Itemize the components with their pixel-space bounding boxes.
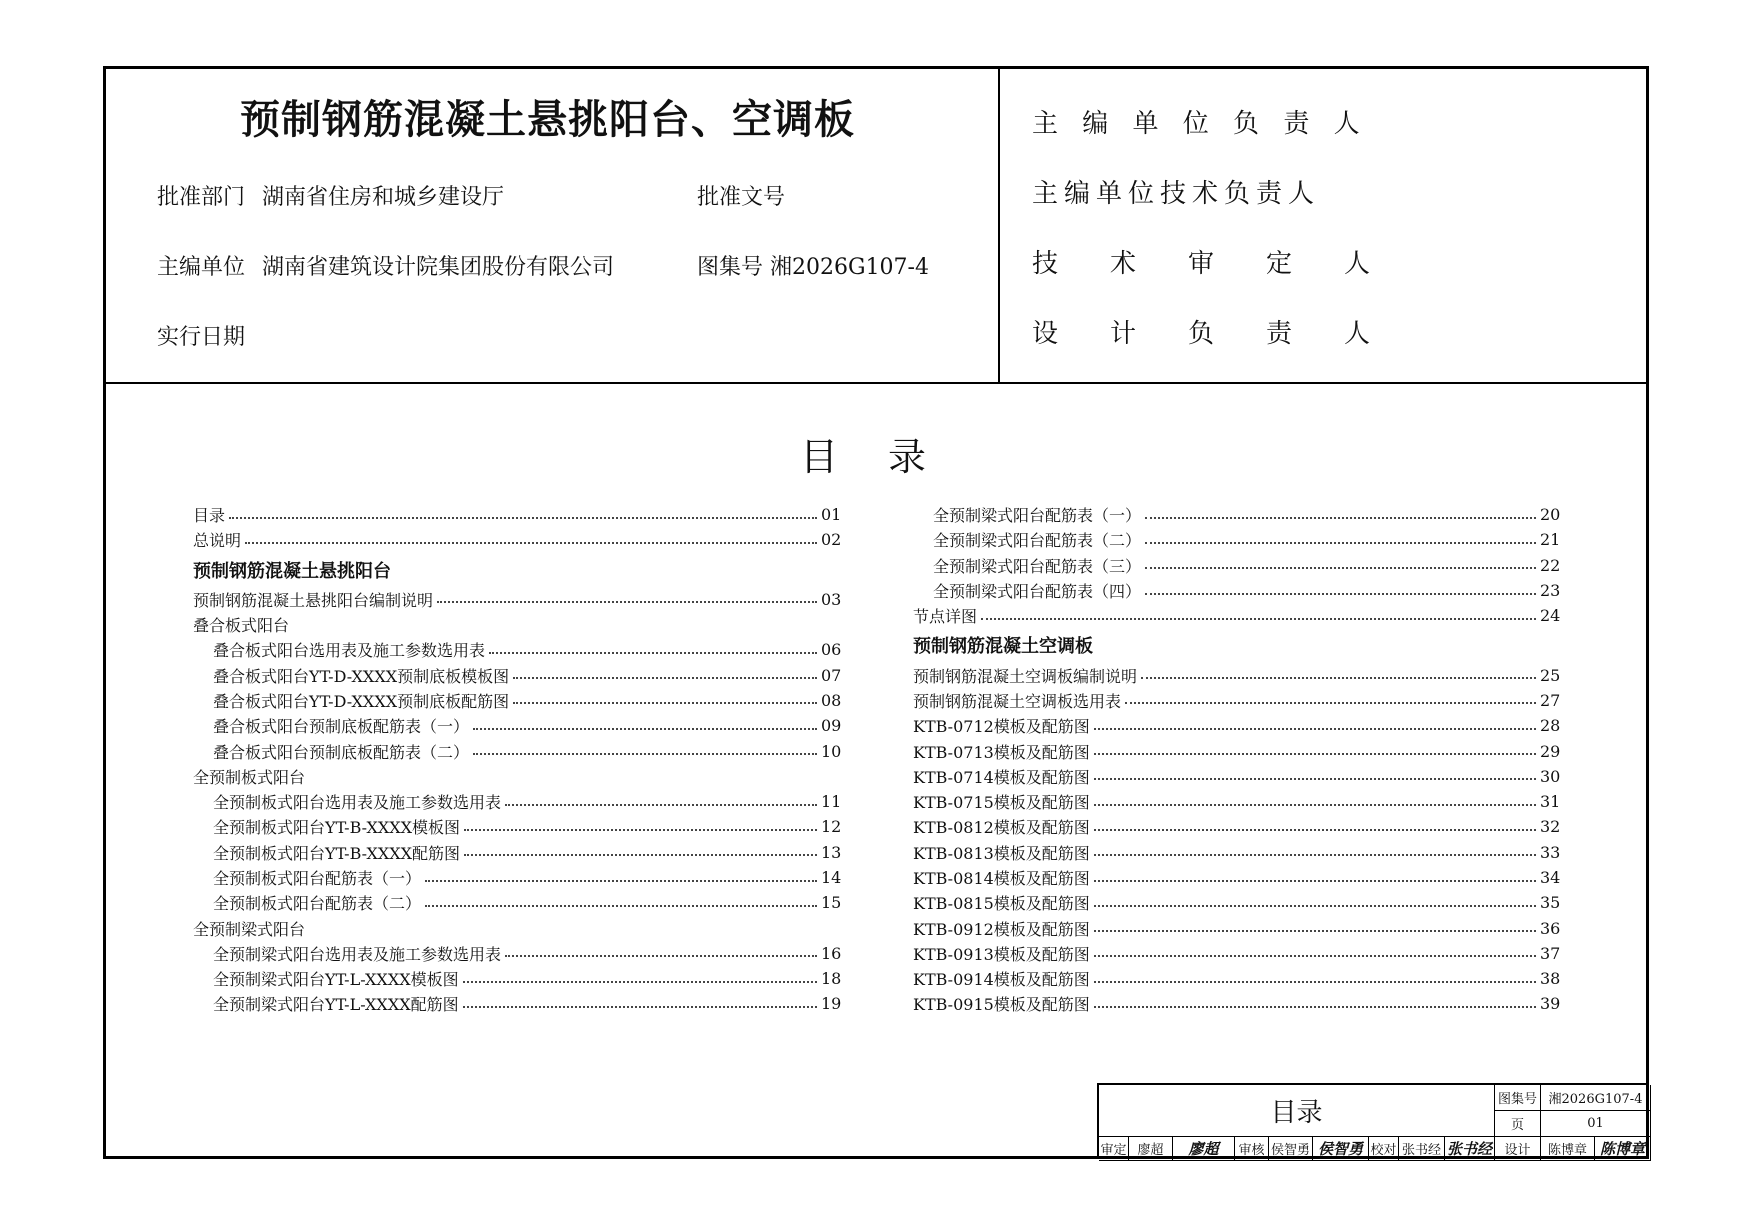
toc-leader-dots bbox=[513, 702, 817, 704]
toc-leader-dots bbox=[1145, 593, 1536, 595]
toc-leader-dots bbox=[1125, 702, 1536, 704]
atlas-no-label: 图集号 bbox=[697, 255, 764, 280]
toc-leader-dots bbox=[1094, 1006, 1536, 1008]
toc-entry-text: 全预制板式阳台YT-B-XXXX模板图 bbox=[213, 818, 461, 838]
toc-entry bbox=[913, 966, 1561, 991]
toc-entry bbox=[913, 941, 1561, 966]
toc-entry bbox=[193, 991, 842, 1016]
tb-design-label: 设计 bbox=[1495, 1137, 1541, 1161]
toc-entry bbox=[193, 865, 842, 890]
toc-entry-text: 全预制板式阳台选用表及施工参数选用表 bbox=[213, 793, 502, 813]
toc-entry-text: KTB-0713模板及配筋图 bbox=[913, 742, 1090, 762]
toc-entry-page: 22 bbox=[1540, 555, 1561, 575]
toc-leader-dots bbox=[1094, 955, 1536, 957]
toc-entry bbox=[193, 587, 842, 612]
toc-leader-dots bbox=[505, 955, 817, 957]
toc-entry bbox=[193, 502, 842, 527]
toc-entry-page: 24 bbox=[1540, 606, 1561, 626]
toc-entry bbox=[913, 789, 1561, 814]
toc-entry bbox=[913, 991, 1561, 1016]
toc-entry bbox=[913, 738, 1561, 763]
toc-section-heading bbox=[193, 553, 839, 587]
toc-entry-page: 34 bbox=[1540, 868, 1561, 887]
toc-entry bbox=[193, 840, 842, 865]
toc-leader-dots bbox=[1145, 542, 1536, 544]
atlas-title: 预制钢筋混凝土悬挑阳台、空调板 bbox=[240, 97, 855, 143]
toc-entry bbox=[193, 890, 842, 915]
toc-leader-dots bbox=[473, 753, 817, 755]
toc-left-column bbox=[193, 502, 842, 1017]
toc-leader-dots bbox=[245, 542, 817, 544]
toc-leader-dots bbox=[505, 804, 817, 806]
toc-group-label bbox=[193, 915, 839, 940]
toc-leader-dots bbox=[437, 601, 817, 603]
toc-leader-dots bbox=[464, 854, 817, 856]
toc-group-label bbox=[193, 764, 839, 789]
toc-leader-dots bbox=[463, 981, 817, 983]
toc-entry-page: 27 bbox=[1540, 690, 1561, 710]
toc-leader-dots bbox=[229, 517, 817, 519]
toc-entry bbox=[193, 789, 842, 814]
toc-entry-text: 叠合板式阳台预制底板配筋表（二） bbox=[213, 742, 470, 762]
toc-right-column bbox=[913, 502, 1561, 1017]
toc-leader-dots bbox=[489, 652, 817, 654]
toc-entry-page: 01 bbox=[821, 505, 842, 525]
toc-entry-page: 03 bbox=[821, 589, 842, 609]
toc-leader-dots bbox=[463, 1006, 817, 1008]
toc-entry-page: 02 bbox=[821, 530, 842, 550]
toc-entry-text: KTB-0815模板及配筋图 bbox=[913, 894, 1090, 914]
header-divider-horizontal bbox=[103, 382, 1649, 384]
toc-entry-text: 叠合板式阳台YT-D-XXXX预制底板模板图 bbox=[213, 666, 510, 686]
toc-leader-dots bbox=[1094, 930, 1536, 932]
tb-check-label: 审核 bbox=[1235, 1137, 1269, 1161]
toc-entry-page: 08 bbox=[821, 690, 842, 710]
tb-atlas-label: 图集号 bbox=[1495, 1085, 1541, 1111]
role-design-head: 设 计 负 责 人 bbox=[1032, 319, 1371, 349]
editor-unit-value: 湖南省建筑设计院集团股份有限公司 bbox=[262, 255, 615, 280]
toc-entry-text: 全预制板式阳台配筋表（一） bbox=[213, 869, 422, 888]
toc-entry bbox=[193, 662, 842, 687]
approval-dept-value: 湖南省住房和城乡建设厅 bbox=[262, 185, 505, 210]
toc-entry-page: 29 bbox=[1540, 741, 1561, 761]
toc-entry-text: KTB-0913模板及配筋图 bbox=[913, 944, 1090, 964]
toc-entry bbox=[193, 941, 842, 966]
toc-entry bbox=[913, 502, 1561, 527]
toc-entry-page: 15 bbox=[821, 893, 842, 913]
toc-entry-page: 36 bbox=[1540, 918, 1561, 938]
tb-check-name: 侯智勇 bbox=[1269, 1137, 1313, 1161]
toc-entry bbox=[913, 890, 1561, 915]
toc-entry-page: 21 bbox=[1540, 530, 1561, 550]
toc-entry bbox=[913, 688, 1561, 713]
toc-entry-page: 13 bbox=[821, 842, 842, 862]
toc-leader-dots bbox=[1145, 517, 1536, 519]
toc-entry-text: KTB-0814模板及配筋图 bbox=[913, 869, 1090, 888]
toc-entry-page: 38 bbox=[1540, 969, 1561, 989]
toc-entry-page: 28 bbox=[1540, 716, 1561, 736]
toc-leader-dots bbox=[1094, 778, 1536, 780]
toc-leader-dots bbox=[1094, 880, 1536, 882]
toc-group-label-text: 全预制梁式阳台 bbox=[193, 919, 306, 939]
role-tech-approver: 技 术 审 定 人 bbox=[1032, 249, 1371, 279]
toc-leader-dots bbox=[473, 728, 817, 730]
toc-entry-text: 全预制梁式阳台YT-L-XXXX模板图 bbox=[213, 970, 459, 990]
toc-entry bbox=[913, 915, 1561, 940]
toc-entry bbox=[913, 553, 1561, 578]
toc-entry bbox=[193, 738, 842, 763]
toc-entry-text: 叠合板式阳台预制底板配筋表（一） bbox=[213, 717, 470, 737]
toc-entry-page: 06 bbox=[821, 640, 842, 660]
title-block bbox=[1097, 1083, 1649, 1159]
toc-entry-page: 09 bbox=[821, 716, 842, 736]
atlas-no-value: 湘2026G107-4 bbox=[770, 255, 929, 280]
tb-proof-name: 张书经 bbox=[1399, 1137, 1445, 1161]
toc-entry-text: 目录 bbox=[193, 506, 226, 526]
toc-entry-page: 25 bbox=[1540, 665, 1561, 685]
toc-entry-page: 30 bbox=[1540, 766, 1561, 786]
toc-section-heading-text: 预制钢筋混凝土悬挑阳台 bbox=[193, 560, 391, 582]
toc-entry-page: 33 bbox=[1540, 842, 1561, 862]
toc-entry-text: KTB-0715模板及配筋图 bbox=[913, 793, 1090, 813]
tb-review-signature: 廖超 bbox=[1173, 1137, 1235, 1161]
tb-review-name: 廖超 bbox=[1129, 1137, 1173, 1161]
role-chief-unit-head: 主 编 单 位 负 责 人 bbox=[1032, 109, 1368, 139]
toc-leader-dots bbox=[425, 880, 817, 882]
toc-entry bbox=[193, 688, 842, 713]
toc-entry bbox=[913, 662, 1561, 687]
tb-check-signature: 侯智勇 bbox=[1313, 1137, 1369, 1161]
toc-entry-page: 19 bbox=[821, 994, 842, 1014]
toc-entry-text: 全预制梁式阳台配筋表（三） bbox=[933, 556, 1142, 576]
toc-leader-dots bbox=[513, 677, 817, 679]
toc-entry-text: 叠合板式阳台YT-D-XXXX预制底板配筋图 bbox=[213, 691, 510, 711]
toc-entry-text: 预制钢筋混凝土空调板选用表 bbox=[913, 691, 1122, 711]
toc-entry bbox=[913, 603, 1561, 628]
tb-design-name: 陈博章 bbox=[1541, 1137, 1595, 1161]
tb-atlas-value: 湘2026G107-4 bbox=[1541, 1085, 1651, 1111]
toc-leader-dots bbox=[981, 618, 1536, 620]
toc-entry-text: 全预制梁式阳台YT-L-XXXX配筋图 bbox=[213, 995, 459, 1015]
effective-date-label: 实行日期 bbox=[157, 325, 246, 350]
toc-leader-dots bbox=[464, 829, 817, 831]
toc-section-heading-text: 预制钢筋混凝土空调板 bbox=[913, 636, 1093, 658]
toc-title: 目录 bbox=[800, 435, 977, 479]
toc-leader-dots bbox=[1094, 804, 1536, 806]
toc-leader-dots bbox=[1094, 829, 1536, 831]
toc-entry-text: KTB-0712模板及配筋图 bbox=[913, 717, 1090, 737]
toc-entry-page: 10 bbox=[821, 741, 842, 761]
toc-entry-text: 叠合板式阳台选用表及施工参数选用表 bbox=[213, 641, 486, 661]
toc-entry-text: 节点详图 bbox=[913, 607, 978, 627]
toc-entry-page: 20 bbox=[1540, 505, 1561, 525]
toc-entry bbox=[193, 814, 842, 839]
toc-entry-page: 35 bbox=[1540, 893, 1561, 913]
toc-entry-page: 39 bbox=[1540, 994, 1561, 1014]
tb-page-value: 01 bbox=[1541, 1111, 1651, 1137]
toc-leader-dots bbox=[1145, 567, 1536, 569]
title-block-name: 目录 bbox=[1099, 1085, 1495, 1137]
toc-entry-page: 14 bbox=[821, 868, 842, 887]
toc-entry-text: KTB-0714模板及配筋图 bbox=[913, 767, 1090, 787]
toc-entry-text: 预制钢筋混凝土空调板编制说明 bbox=[913, 666, 1138, 686]
toc-entry bbox=[913, 814, 1561, 839]
toc-entry-page: 23 bbox=[1540, 581, 1561, 601]
toc-leader-dots bbox=[1094, 854, 1536, 856]
toc-entry-text: 全预制板式阳台YT-B-XXXX配筋图 bbox=[213, 843, 461, 863]
role-chief-tech-head: 主编单位技术负责人 bbox=[1032, 179, 1321, 209]
toc-entry-page: 31 bbox=[1540, 792, 1561, 812]
toc-leader-dots bbox=[1094, 728, 1536, 730]
toc-entry bbox=[913, 713, 1561, 738]
approval-dept-label: 批准部门 bbox=[157, 185, 246, 210]
toc-entry bbox=[193, 713, 842, 738]
toc-entry bbox=[913, 764, 1561, 789]
toc-leader-dots bbox=[1094, 981, 1536, 983]
toc-section-heading bbox=[913, 628, 1558, 662]
toc-entry bbox=[193, 527, 842, 552]
toc-leader-dots bbox=[1141, 677, 1536, 679]
toc-entry-text: 全预制梁式阳台配筋表（四） bbox=[933, 582, 1142, 602]
toc-entry-page: 37 bbox=[1540, 943, 1561, 963]
toc-entry bbox=[913, 840, 1561, 865]
toc-entry-page: 07 bbox=[821, 665, 842, 685]
header-divider-vertical bbox=[998, 66, 1000, 383]
toc-entry-text: 全预制梁式阳台选用表及施工参数选用表 bbox=[213, 944, 502, 964]
tb-proof-label: 校对 bbox=[1369, 1137, 1399, 1161]
toc-entry-page: 18 bbox=[821, 969, 842, 989]
toc-entry bbox=[913, 527, 1561, 552]
approval-doc-label: 批准文号 bbox=[697, 185, 786, 210]
toc-entry bbox=[913, 578, 1561, 603]
toc-entry-text: KTB-0915模板及配筋图 bbox=[913, 995, 1090, 1015]
toc-entry-text: 全预制梁式阳台配筋表（二） bbox=[933, 531, 1142, 551]
toc-group-label-text: 全预制板式阳台 bbox=[193, 767, 306, 787]
toc-entry-page: 11 bbox=[821, 792, 842, 812]
toc-entry-text: 预制钢筋混凝土悬挑阳台编制说明 bbox=[193, 590, 434, 610]
toc-entry-text: KTB-0912模板及配筋图 bbox=[913, 919, 1090, 939]
toc-group-label bbox=[193, 612, 839, 637]
toc-entry-page: 32 bbox=[1540, 817, 1561, 837]
toc-entry-text: KTB-0812模板及配筋图 bbox=[913, 818, 1090, 838]
toc-entry bbox=[913, 865, 1561, 890]
toc-entry-page: 12 bbox=[821, 817, 842, 837]
toc-entry bbox=[193, 637, 842, 662]
editor-unit-label: 主编单位 bbox=[157, 255, 246, 280]
tb-page-label: 页 bbox=[1495, 1111, 1541, 1137]
toc-entry-text: 全预制梁式阳台配筋表（一） bbox=[933, 506, 1142, 526]
toc-group-label-text: 叠合板式阳台 bbox=[193, 616, 290, 636]
toc-entry bbox=[193, 966, 842, 991]
tb-proof-signature: 张书经 bbox=[1445, 1137, 1495, 1161]
toc-entry-text: KTB-0914模板及配筋图 bbox=[913, 970, 1090, 990]
toc-entry-page: 16 bbox=[821, 943, 842, 963]
toc-entry-text: 总说明 bbox=[193, 531, 242, 551]
tb-design-signature: 陈博章 bbox=[1595, 1137, 1651, 1161]
toc-leader-dots bbox=[425, 905, 817, 907]
toc-leader-dots bbox=[1094, 753, 1536, 755]
toc-leader-dots bbox=[1094, 905, 1536, 907]
tb-review-label: 审定 bbox=[1099, 1137, 1129, 1161]
toc-entry-text: KTB-0813模板及配筋图 bbox=[913, 843, 1090, 863]
toc-entry-text: 全预制板式阳台配筋表（二） bbox=[213, 894, 422, 914]
